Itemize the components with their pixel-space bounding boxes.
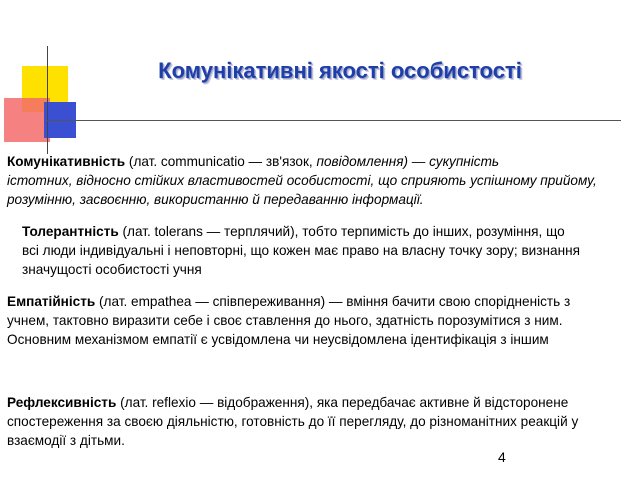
page-title: Комунікативні якості особистості [158, 58, 522, 83]
etymology-italic: повідомлення) — сукупність [316, 154, 500, 169]
paragraph-reflexivity [7, 393, 607, 450]
definition-text: (лат. reflexio — відображення), яка передбачає активне й відсторонене спостереження за своєю діяльністю, готовність до її перегляду, до різноманітних реакцій у взаємодії з дітьми. [7, 395, 579, 448]
definition-text: істотних, відносно стійких властивостей особистості, що сприяють успішному прийому, розумінню, засвоєнню, використанню й передаванню інформації. [7, 173, 597, 207]
paragraph-tolerance [22, 222, 582, 279]
paragraph-communicativeness [7, 152, 607, 209]
term-tolerance: Толерантність [22, 224, 119, 239]
page-number: 4 [498, 449, 506, 465]
paragraph-empathy [7, 292, 597, 349]
term-reflexivity: Рефлексивність [7, 395, 117, 410]
definition-text: (лат. tolerans — терплячий), тобто терпимість до інших, розуміння, що всі люди індивідуальні і неповторні, що кожен має право на власну точку зору; визнання значущості особистості учня [22, 224, 580, 277]
etymology-text: (лат. communicatio — зв'язок, [125, 154, 317, 169]
definition-text: (лат. empathea — співпереживання) — вміння бачити свою спорідненість з учнем, тактовно виразити себе і своє ставлення до нього, здатність порозумітися з ним. Основним механізмом емпатії є усвідомлена чи неусвідомлена ідентифікація з іншим [7, 294, 571, 347]
title-underline [46, 120, 621, 121]
deco-vertical-line [47, 46, 48, 154]
term-communicativeness: Комунікативність [7, 154, 126, 169]
term-empathy: Емпатійність [7, 294, 96, 309]
